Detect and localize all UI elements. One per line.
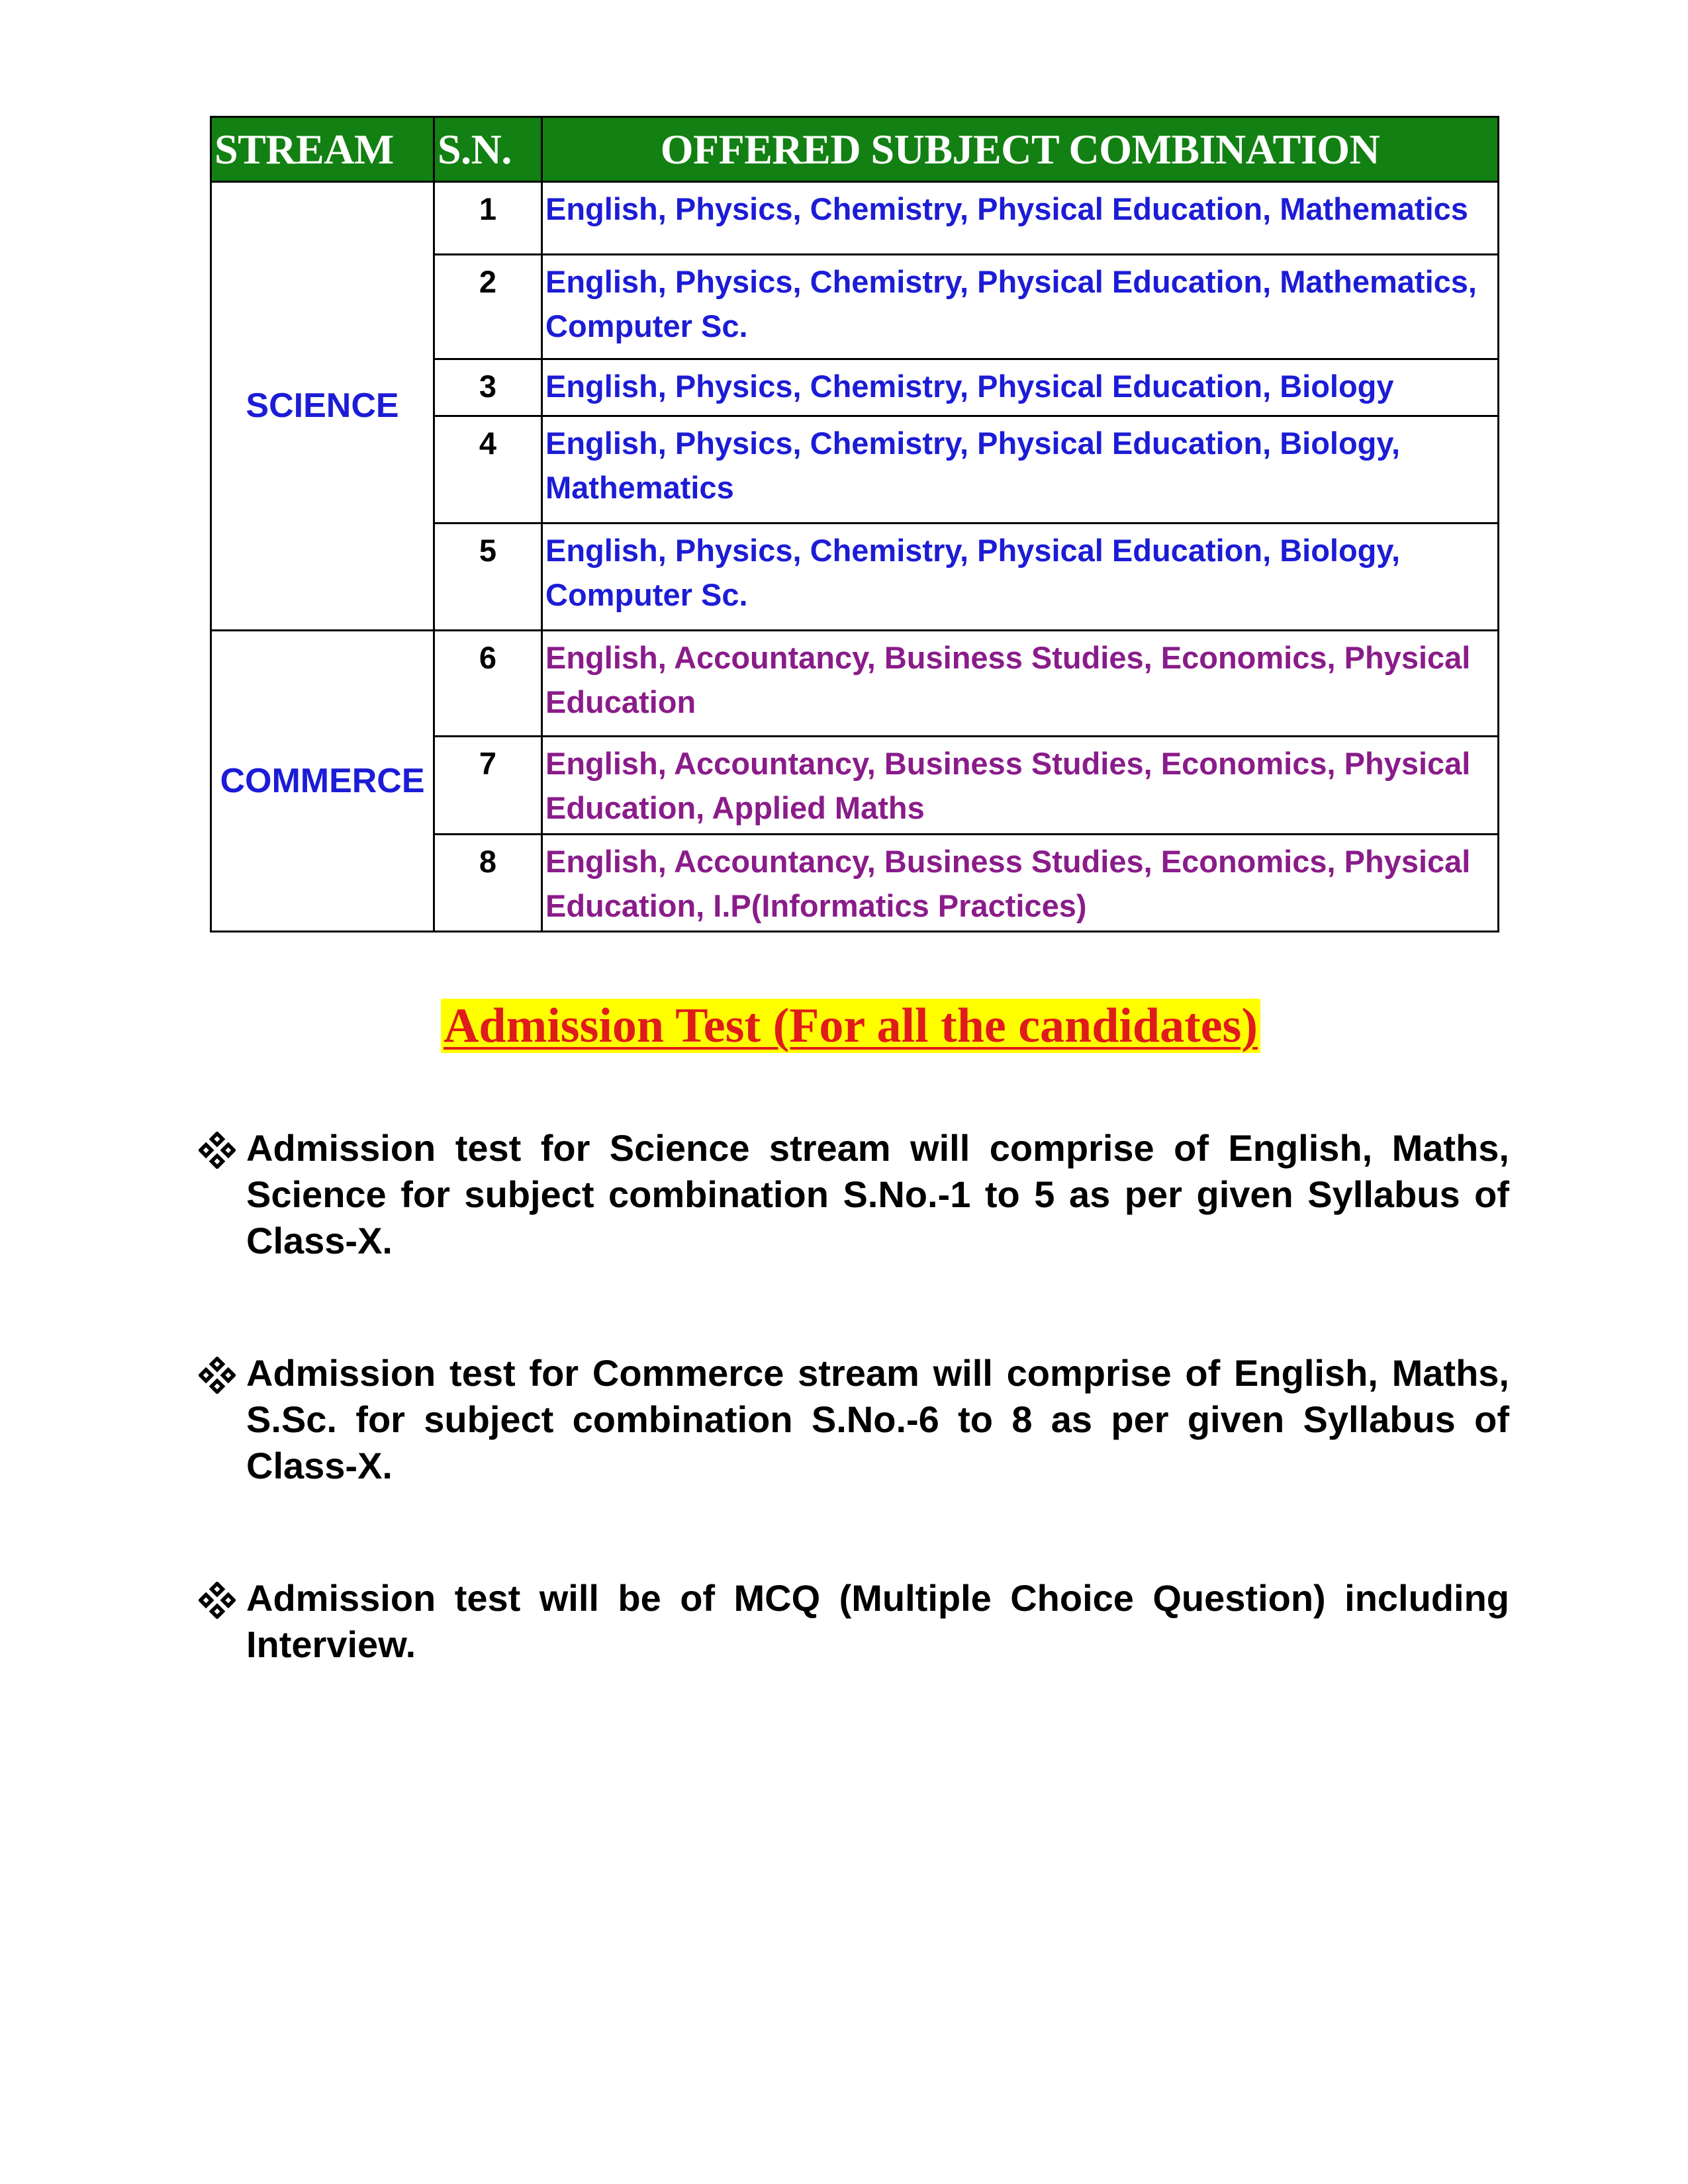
row-sn: 2 [434,255,542,359]
bullet-text: Admission test will be of MCQ (Multiple Choice Question) including Interview. [246,1577,1509,1665]
list-item [199,1350,1509,1489]
subject-combination-table [210,116,1499,933]
admission-test-bullet-list [199,1125,1509,1754]
row-sn: 5 [434,523,542,631]
bullet-text: Admission test for Commerce stream will comprise of English, Maths, S.Sc. for subject combination S.No.-6 to 8 as per given Syllabus of Class-X. [246,1352,1509,1486]
header-subject-combination: OFFERED SUBJECT COMBINATION [542,117,1499,182]
row-subjects: English, Physics, Chemistry, Physical Education, Biology [542,359,1499,416]
diamond-bullet-icon [199,1132,236,1169]
row-subjects: English, Physics, Chemistry, Physical Education, Biology, Computer Sc. [542,523,1499,631]
row-subjects: English, Physics, Chemistry, Physical Education, Biology, Mathematics [542,416,1499,523]
row-subjects: English, Physics, Chemistry, Physical Education, Mathematics, Computer Sc. [542,255,1499,359]
header-stream: STREAM [211,117,434,182]
stream-science: SCIENCE [211,182,434,631]
row-subjects: English, Accountancy, Business Studies, Economics, Physical Education [542,631,1499,737]
diamond-bullet-icon [199,1582,236,1619]
header-sn: S.N. [434,117,542,182]
row-sn: 7 [434,737,542,835]
table-header-row [211,117,1499,182]
row-sn: 4 [434,416,542,523]
row-subjects: English, Accountancy, Business Studies, Economics, Physical Education, Applied Maths [542,737,1499,835]
table-row [211,182,1499,255]
admission-test-heading-text: Admission Test (For all the candidates) [441,999,1260,1053]
diamond-bullet-icon [199,1357,236,1394]
list-item [199,1575,1509,1668]
row-sn: 3 [434,359,542,416]
stream-commerce: COMMERCE [211,631,434,932]
admission-test-heading [357,993,1344,1059]
table-row [211,631,1499,737]
row-subjects: English, Physics, Chemistry, Physical Education, Mathematics [542,182,1499,255]
row-sn: 8 [434,835,542,932]
row-sn: 6 [434,631,542,737]
bullet-text: Admission test for Science stream will comprise of English, Maths, Science for subject combination S.No.-1 to 5 as per given Syllabus of Class-X. [246,1127,1509,1261]
list-item [199,1125,1509,1264]
row-subjects: English, Accountancy, Business Studies, Economics, Physical Education, I.P(Informatics Practices) [542,835,1499,932]
row-sn: 1 [434,182,542,255]
